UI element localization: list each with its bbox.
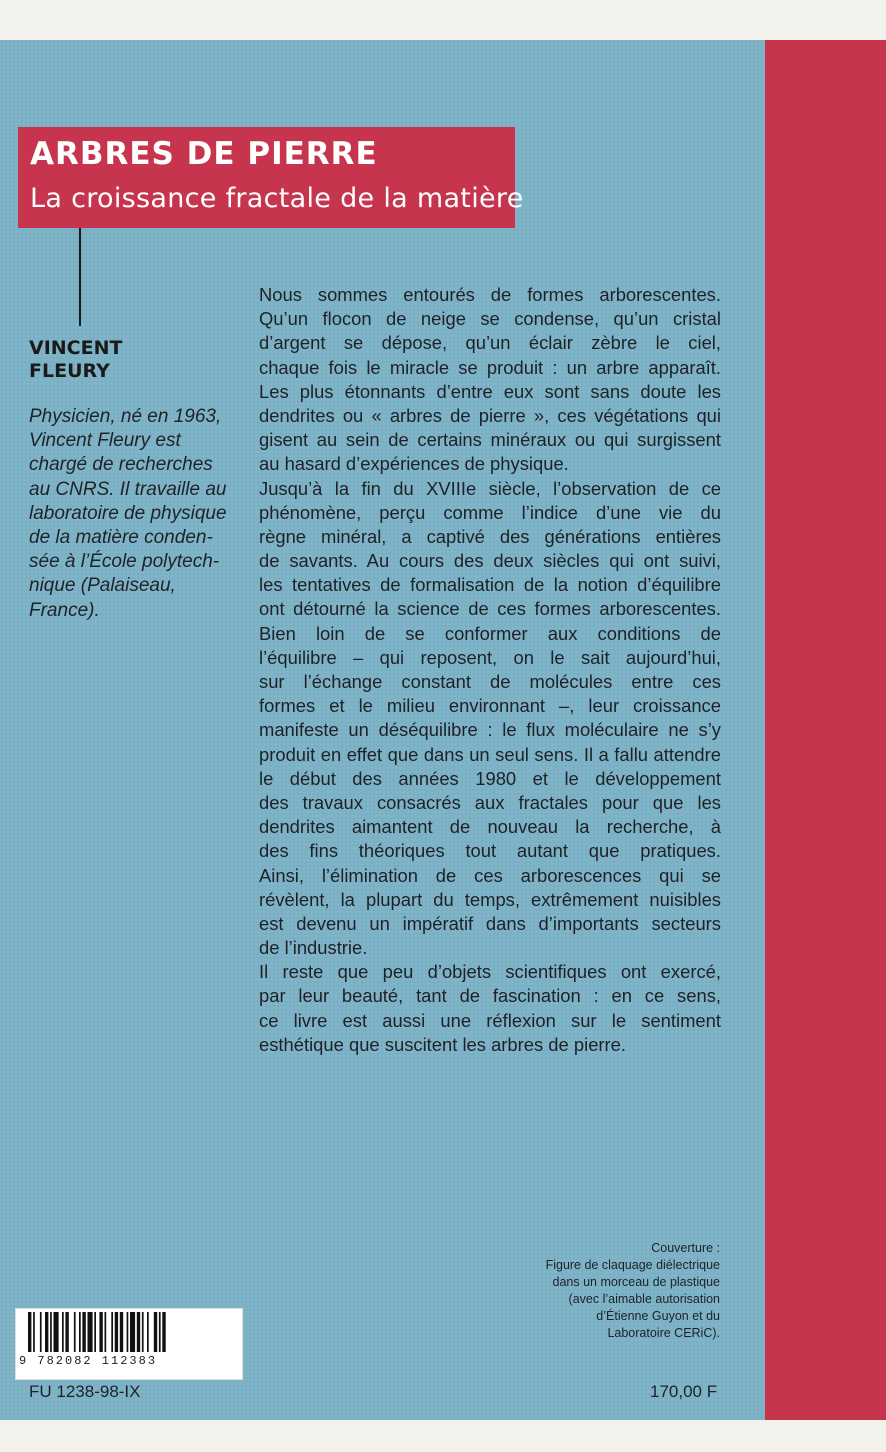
blurb-line: esthétique que suscitent les arbres de pierre. [259, 1033, 627, 1055]
barcode-digits: 9 782082 112383 [19, 1354, 158, 1368]
bio-line: chargé de recherches [29, 454, 213, 476]
blurb-line: de l’industrie. [259, 937, 368, 959]
credit-line: (avec l’aimable autorisation [568, 1292, 720, 1306]
blurb-line: ce livre est aussi une réflexion sur le sentiment [259, 1009, 721, 1031]
divider-line [79, 228, 81, 326]
blurb-line: les tentatives de formalisation de la notion d’équilibre [259, 574, 721, 596]
author-bio [29, 405, 234, 623]
blurb-line: de savants. Au cours des deux siècles qui ont suivi, [259, 550, 721, 572]
author-last-name: FLEURY [29, 360, 110, 382]
blurb-line: révèlent, la plupart du temps, extrêmement nuisibles [259, 888, 721, 910]
author-name [29, 337, 122, 383]
credit-line: Laboratoire CERiC). [607, 1326, 720, 1340]
blurb-line: le début des années 1980 et le développement [259, 767, 721, 789]
blurb-text [259, 283, 721, 1057]
book-subtitle: La croissance fractale de la matière [30, 183, 524, 214]
blurb-line: Bien loin de se conformer aux conditions de [259, 622, 721, 644]
bio-line: France). [29, 599, 100, 621]
blurb-line: dendrites ou « arbres de pierre », ces végétations qui [259, 404, 721, 426]
blurb-line: par leur beauté, tant de fascination : en ce sens, [259, 985, 721, 1007]
bio-line: de la matière conden- [29, 527, 213, 549]
blurb-line: chaque fois le miracle se produit : un arbre apparaît. [259, 356, 721, 378]
blurb-line: des travaux consacrés aux fractales pour que les [259, 791, 721, 813]
cover-credit [546, 1240, 720, 1342]
blurb-line: Qu’un flocon de neige se condense, qu’un cristal [259, 308, 721, 330]
blurb-line: ont détourné la science de ces formes arborescentes. [259, 598, 721, 620]
blurb-line: est devenu un impératif dans d’importants secteurs [259, 912, 721, 934]
bio-line: laboratoire de physique [29, 502, 227, 524]
credit-line: Couverture : [651, 1241, 720, 1255]
blurb-line: Jusqu’à la fin du XVIIIe siècle, l’observation de ce [259, 477, 721, 499]
blurb-line: Les plus étonnants d’entre eux sont sans doute les [259, 380, 721, 402]
bio-line: au CNRS. Il travaille au [29, 478, 227, 500]
bio-line: Physicien, né en 1963, [29, 406, 222, 427]
bio-line: nique (Palaiseau, [29, 575, 176, 597]
bio-line: Vincent Fleury est [29, 430, 181, 452]
blurb-line: produit en effet que dans un seul sens. Il a fallu attendre [259, 743, 721, 765]
blurb-line: dendrites aimantent de nouveau la recherche, à [259, 816, 721, 838]
blurb-line: gisent au sein de certains minéraux ou qui surgissent [259, 429, 721, 451]
price-label: 170,00 F [650, 1382, 718, 1401]
credit-line: d’Étienne Guyon et du [596, 1309, 720, 1323]
blurb-line: Ainsi, l’élimination de ces arborescences qui se [259, 864, 721, 886]
book-title: ARBRES DE PIERRE [30, 136, 378, 172]
red-spine-band [765, 40, 886, 1420]
blurb-line: au hasard d’expériences de physique. [259, 453, 569, 475]
barcode-image [28, 1312, 226, 1352]
blurb-line: formes et le milieu environnant –, leur croissance [259, 695, 721, 717]
blurb-line: manifeste un déséquilibre : le flux moléculaire ne s’y [259, 719, 721, 741]
blurb-line: l’équilibre – qui reposent, on le sait aujourd’hui, [259, 646, 721, 668]
credit-line: Figure de claquage diélectrique [545, 1258, 720, 1272]
blurb-line: sur l’échange constant de molécules entre ces [259, 671, 721, 692]
blurb-line: d’argent se dépose, qu’un éclair zèbre le ciel, [259, 332, 721, 354]
credit-line: dans un morceau de plastique [552, 1275, 720, 1289]
blurb-line: des fins théoriques tout autant que pratiques. [259, 840, 721, 862]
blurb-line: Nous sommes entourés de formes arborescentes. [259, 284, 721, 305]
catalog-code: FU 1238-98-IX [29, 1382, 141, 1401]
bio-line: sée à l’École polytech- [29, 551, 220, 573]
blurb-line: règne minéral, a captivé des générations entières [259, 525, 721, 547]
author-first-name: VINCENT [29, 337, 123, 359]
blurb-line: Il reste que peu d’objets scientifiques ont exercé, [259, 961, 721, 983]
blurb-line: phénomène, perçu comme l’indice d’une vie du [259, 501, 721, 523]
